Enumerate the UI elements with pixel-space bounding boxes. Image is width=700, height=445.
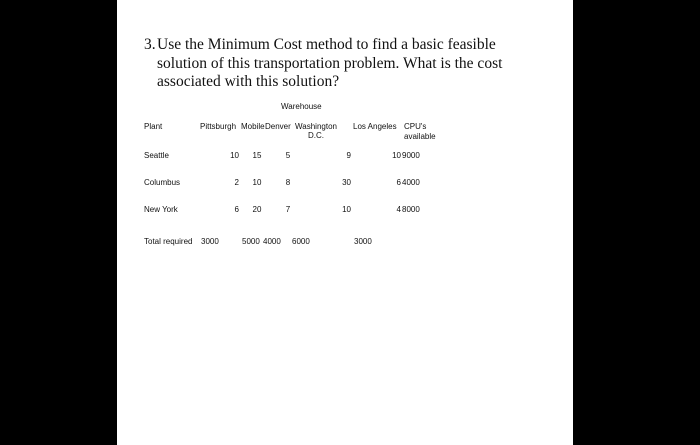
available-supply: 9000 [402,151,420,160]
header-mobile: Mobile [241,122,265,131]
total-denver: 4000 [263,237,281,246]
plant-name: New York [144,205,178,214]
cost-pittsburgh: 2 [234,178,239,187]
cost-washington: 9 [346,151,351,160]
available-supply: 8000 [402,205,420,214]
question-line: Use the Minimum Cost method to find a basic feasible [157,36,496,53]
cost-mobile: 20 [252,205,262,214]
header-los-angeles: Los Angeles [353,122,397,131]
totals-label: Total required [144,237,193,246]
question-text [157,36,564,92]
total-los-angeles: 3000 [354,237,372,246]
cost-mobile: 10 [252,178,262,187]
cost-washington: 10 [342,205,351,214]
cost-los-angeles: 4 [396,205,401,214]
cost-denver: 8 [285,178,291,187]
available-supply: 4000 [402,178,420,187]
cost-pittsburgh: 10 [230,151,239,160]
total-washington: 6000 [292,237,310,246]
total-mobile: 5000 [242,237,260,246]
header-washington-dc: D.C. [308,131,324,140]
cost-pittsburgh: 6 [234,205,239,214]
warehouse-header: Warehouse [281,102,322,111]
cost-denver: 7 [285,205,291,214]
question-block [144,36,564,92]
cost-los-angeles: 10 [392,151,401,160]
document-page [117,0,573,445]
header-available: available [404,132,436,141]
cost-denver: 5 [285,151,291,160]
header-pittsburgh: Pittsburgh [200,122,237,131]
question-line: solution of this transportation problem. What is the cost [157,54,503,72]
header-denver: Denver [265,122,291,131]
question-line: associated with this solution? [157,73,340,90]
cost-los-angeles: 6 [396,178,401,187]
header-washington: Washington [295,122,337,131]
header-plant: Plant [144,122,163,131]
total-pittsburgh: 3000 [201,237,219,246]
plant-name: Seattle [144,151,169,160]
plant-name: Columbus [144,178,181,187]
cost-mobile: 15 [252,151,262,160]
cost-washington: 30 [342,178,351,187]
question-number: 3. [144,36,156,53]
header-cpus: CPU's [404,122,427,131]
